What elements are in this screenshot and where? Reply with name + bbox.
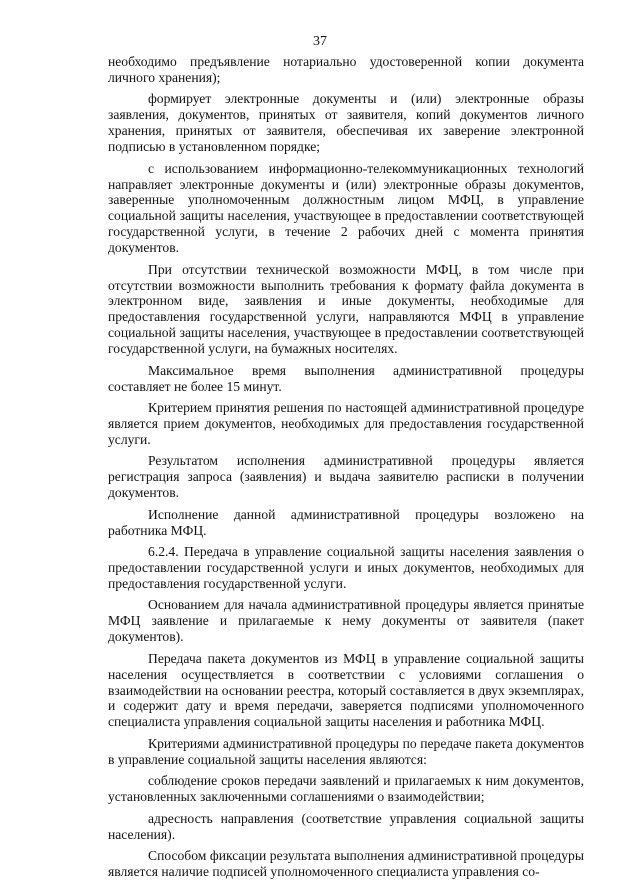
paragraph: адресность направления (соответствие управления социальной защиты населения).	[108, 810, 584, 842]
paragraph: Передача пакета документов из МФЦ в управление социальной защиты населения осуществляется в соответствии с условиями соглашения о взаимодействии на основании реестра, который составляется в двух экземплярах, и содержит дату и время передачи, заверяется подписями уполномоченного специалиста управления социальной защиты населения и работника МФЦ.	[108, 650, 584, 730]
page-body	[108, 54, 584, 886]
paragraph: Исполнение данной административной процедуры возложено на работника МФЦ.	[108, 506, 584, 538]
section-heading: 6.2.4. Передача в управление социальной защиты населения заявления о предоставлении государственной услуги и иных документов, необходимых для предоставления государственной услуги.	[108, 544, 584, 591]
paragraph: Результатом исполнения административной процедуры является регистрация запроса (заявления) и выдача заявителю расписки в получении документов.	[108, 453, 584, 501]
paragraph: При отсутствии технической возможности МФЦ, в том числе при отсутствии возможности выполнить требования к формату файла документа в электронном виде, заявления и иные документы, необходимые для предоставления государственной услуги, направляются МФЦ в управление социальной защиты населения, участвующее в предоставлении соответствующей государственной услуги, на бумажных носителях.	[108, 261, 584, 357]
paragraph: Способом фиксации результата выполнения административной процедуры является наличие подписей уполномоченного специалиста управления со-	[108, 848, 584, 879]
paragraph: с использованием информационно-телекоммуникационных технологий направляет электронные документы и (или) электронные образы документов, заверенные уполномоченным должностным лицом МФЦ, в управление социальной защиты населения, участвующее в предоставлении соответствующей государственной услуги, в течение 2 рабочих дней с момента принятия документов.	[108, 160, 584, 256]
paragraph: Критериями административной процедуры по передаче пакета документов в управление социальной защиты населения являются:	[108, 735, 584, 767]
paragraph: соблюдение сроков передачи заявлений и прилагаемых к ним документов, установленных заключенными соглашениями о взаимодействии;	[108, 773, 584, 805]
paragraph: необходимо предъявление нотариально удостоверенной копии документа личного хранения);	[108, 54, 584, 85]
page-number: 37	[313, 34, 327, 49]
paragraph: Максимальное время выполнения административной процедуры составляет не более 15 минут.	[108, 362, 584, 394]
paragraph: формирует электронные документы и (или) электронные образы заявления, документов, принятых от заявителя, копий документов личного хранения, принятых от заявителя, обеспечивая их заверение электронной подписью в установленном порядке;	[108, 91, 584, 155]
paragraph: Критерием принятия решения по настоящей административной процедуре является прием документов, необходимых для предоставления государственной услуги.	[108, 400, 584, 447]
paragraph: Основанием для начала административной процедуры является принятые МФЦ заявление и прилагаемые к нему документы от заявителя (пакет документов).	[108, 597, 584, 645]
